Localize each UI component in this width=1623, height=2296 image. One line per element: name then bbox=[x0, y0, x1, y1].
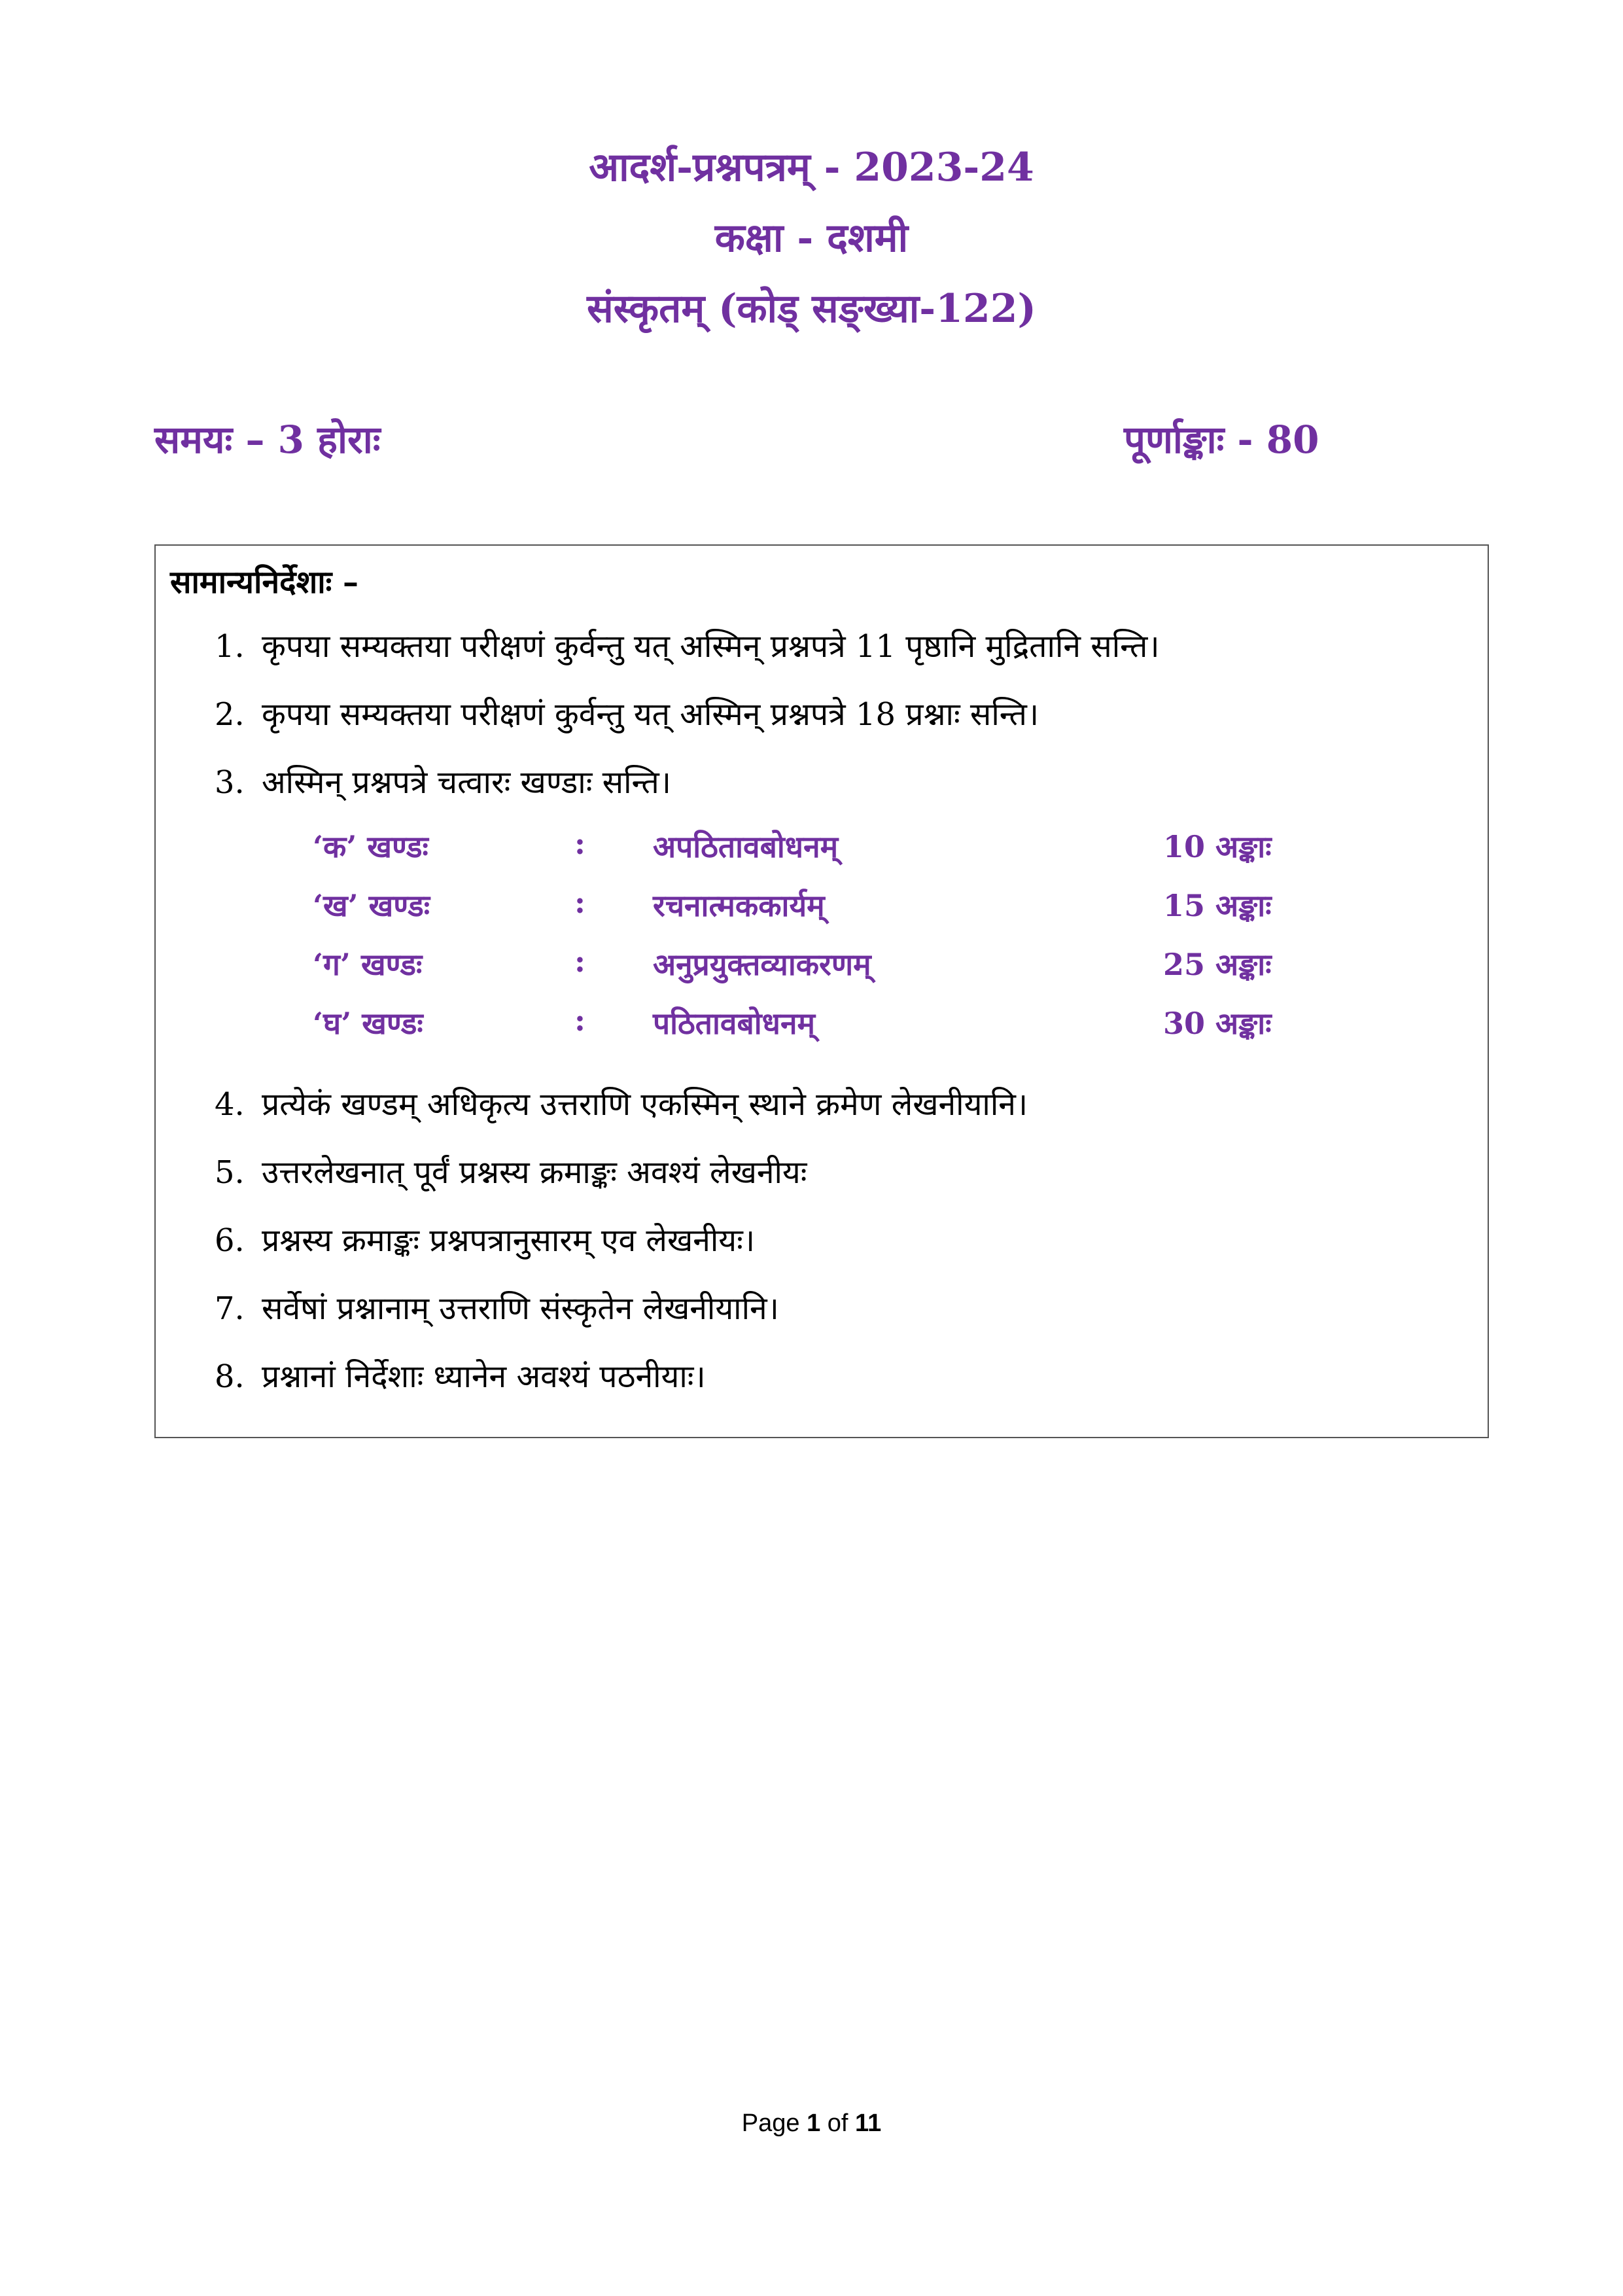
section-id: ‘क’ खण्डः bbox=[313, 829, 428, 864]
section-marks: 15 अङ्काः bbox=[1163, 888, 1272, 923]
instruction-item bbox=[215, 760, 671, 803]
instruction-item bbox=[215, 692, 1039, 735]
instruction-text: उत्तरलेखनात् पूर्वं प्रश्नस्य क्रमाङ्कः अवश्यं लेखनीयः bbox=[262, 1154, 807, 1191]
instruction-item bbox=[215, 624, 1160, 667]
instruction-number: 1. bbox=[215, 628, 245, 665]
instruction-text: सर्वेषां प्रश्नानाम् उत्तराणि संस्कृतेन लेखनीयानि। bbox=[262, 1290, 779, 1327]
section-colon: : bbox=[574, 885, 585, 920]
paper-title: आदर्श-प्रश्नपत्रम् - 2023-24 bbox=[589, 145, 1034, 190]
instruction-item bbox=[215, 1354, 706, 1397]
instruction-text: अस्मिन् प्रश्नपत्रे चत्वारः खण्डाः सन्ति। bbox=[262, 764, 671, 801]
section-marks: 10 अङ्काः bbox=[1163, 829, 1272, 864]
page-footer bbox=[0, 2110, 1623, 2138]
instruction-item bbox=[215, 1082, 1028, 1125]
general-instructions-box bbox=[154, 544, 1489, 1438]
section-name: अनुप्रयुक्तव्याकरणम् bbox=[653, 947, 871, 982]
instruction-item bbox=[215, 1218, 755, 1261]
section-colon: : bbox=[574, 1002, 585, 1038]
instruction-text: प्रश्नस्य क्रमाङ्कः प्रश्नपत्रानुसारम् एव लेखनीयः। bbox=[262, 1222, 756, 1259]
section-id: ‘घ’ खण्डः bbox=[313, 1006, 423, 1041]
instruction-number: 6. bbox=[215, 1222, 245, 1259]
instruction-number: 4. bbox=[215, 1086, 245, 1123]
instruction-item bbox=[215, 1286, 779, 1329]
instruction-text: कृपया सम्यक्तया परीक्षणं कुर्वन्तु यत् अस्मिन् प्रश्नपत्रे 11 पृष्ठानि मुद्रितानि सन्ति। bbox=[262, 628, 1160, 665]
section-colon: : bbox=[574, 944, 585, 979]
instruction-number: 3. bbox=[215, 764, 245, 801]
instruction-text: प्रत्येकं खण्डम् अधिकृत्य उत्तराणि एकस्मिन् स्थाने क्रमेण लेखनीयानि। bbox=[262, 1086, 1028, 1123]
instructions-heading: सामान्यनिर्देशाः – bbox=[170, 564, 359, 601]
time-allowed: समयः – 3 होराः bbox=[154, 417, 381, 462]
subject-line: संस्कृतम् (कोड् सङ्ख्या-122) bbox=[587, 286, 1036, 332]
section-marks: 30 अङ्काः bbox=[1163, 1006, 1272, 1041]
section-id: ‘ग’ खण्डः bbox=[313, 947, 423, 982]
section-name: रचनात्मककार्यम् bbox=[653, 888, 825, 923]
instruction-number: 8. bbox=[215, 1358, 245, 1395]
section-colon: : bbox=[574, 826, 585, 861]
instruction-text: कृपया सम्यक्तया परीक्षणं कुर्वन्तु यत् अस्मिन् प्रश्नपत्रे 18 प्रश्नाः सन्ति। bbox=[262, 696, 1039, 733]
instruction-item bbox=[215, 1150, 807, 1193]
instruction-text: प्रश्नानां निर्देशाः ध्यानेन अवश्यं पठनीयाः। bbox=[262, 1358, 706, 1395]
current-page-number: 1 bbox=[807, 2110, 821, 2137]
section-marks: 25 अङ्काः bbox=[1163, 947, 1272, 982]
page-of-label: of bbox=[827, 2110, 848, 2137]
page-label: Page bbox=[741, 2110, 800, 2137]
section-id: ‘ख’ खण्डः bbox=[313, 888, 430, 923]
total-marks: पूर्णाङ्काः - 80 bbox=[1124, 417, 1319, 462]
instruction-number: 2. bbox=[215, 696, 245, 733]
class-line: कक्षा - दशमी bbox=[714, 215, 909, 261]
section-name: पठितावबोधनम् bbox=[653, 1006, 815, 1041]
instruction-number: 5. bbox=[215, 1154, 245, 1191]
section-name: अपठितावबोधनम् bbox=[653, 829, 839, 864]
instruction-number: 7. bbox=[215, 1290, 245, 1327]
total-page-count: 11 bbox=[855, 2110, 882, 2137]
